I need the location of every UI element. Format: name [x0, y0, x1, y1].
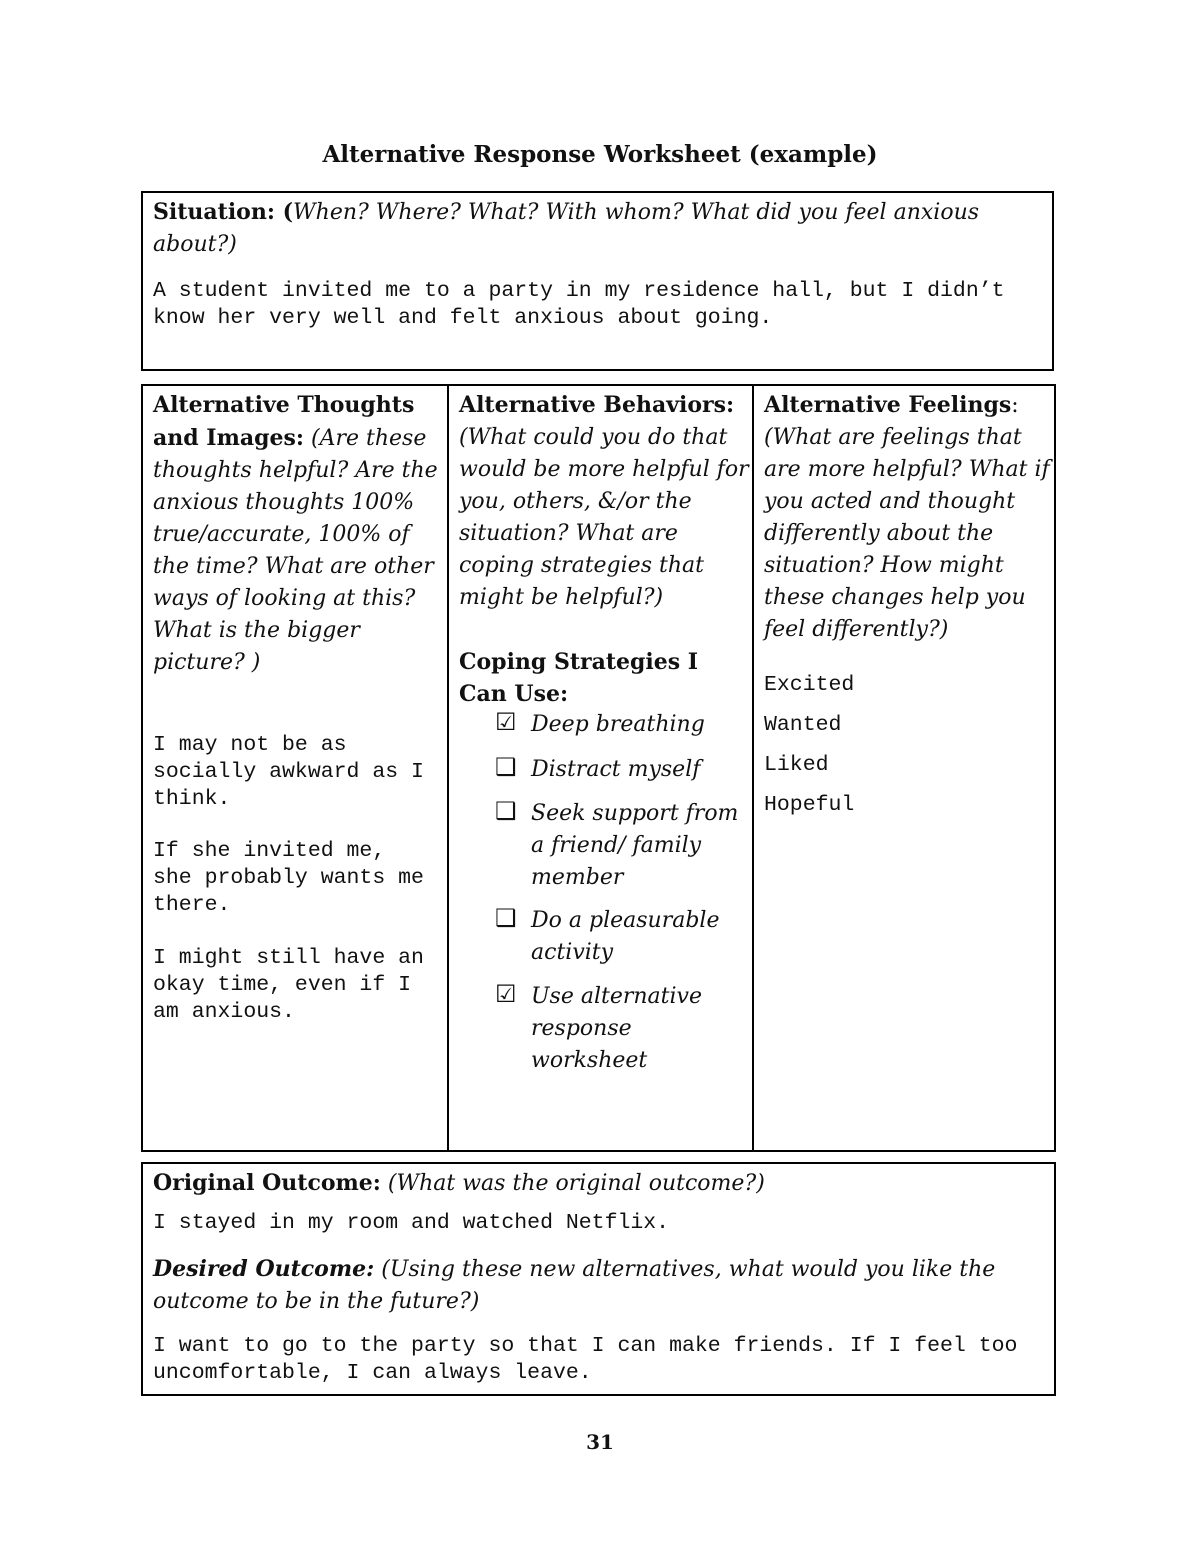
situation-open-paren: ( [274, 199, 294, 225]
situation-label: Situation: [153, 199, 275, 225]
feelings-label: Alternative Feelings [764, 392, 1012, 418]
behaviors-heading [459, 389, 749, 614]
thoughts-response-2: If she invited me, she probably wants me there. [153, 839, 437, 917]
behaviors-prompt: (What could you do that would be more helpful for you, others, &/or the situation? What are coping strategies that might be helpful?) [459, 425, 749, 610]
page-number: 31 [586, 1430, 614, 1454]
feelings-colon: : [1011, 393, 1019, 418]
situation-box [141, 191, 1054, 371]
desired-outcome-heading [153, 1253, 1033, 1318]
strategy-pleasurable-activity: Do a pleasurable activity [531, 908, 720, 965]
feeling-item: Hopeful [764, 793, 855, 817]
situation-heading [153, 196, 1033, 261]
thoughts-label: Alternative Thoughts and Images: [153, 392, 415, 451]
coping-strategies-label: Coping Strategies I Can Use: [459, 649, 699, 707]
page-title: Alternative Response Worksheet (example) [322, 141, 878, 168]
original-outcome-prompt: (What was the original outcome?) [380, 1171, 765, 1196]
strategy-distract-myself: Distract myself [531, 757, 701, 782]
feelings-cell [752, 386, 1054, 1150]
original-outcome-label: Original Outcome: [153, 1170, 381, 1196]
original-outcome-heading [153, 1167, 1043, 1200]
alternatives-table [141, 384, 1056, 1152]
desired-outcome-prompt: (Using these new alternatives, what would you like the outcome to be in the future?) [153, 1257, 996, 1314]
checkbox-pleasurable-activity[interactable]: ❑ [495, 904, 517, 932]
behaviors-cell [447, 386, 752, 1150]
thoughts-response-3: I might still have an okay time, even if I am anxious. [153, 946, 437, 1024]
checkbox-seek-support[interactable]: ❑ [495, 797, 517, 825]
desired-outcome-label: Desired Outcome: [153, 1256, 375, 1282]
feelings-heading [764, 389, 1050, 646]
strategy-deep-breathing: Deep breathing [531, 712, 705, 737]
situation-response: A student invited me to a party in my residence hall, but I didn’t know her very well and felt anxious about going. [153, 279, 1018, 330]
checkbox-alternative-worksheet[interactable]: ☑ [495, 980, 517, 1008]
thoughts-cell [143, 386, 447, 1150]
feeling-item: Wanted [764, 713, 842, 737]
outcome-box [141, 1162, 1056, 1396]
feelings-prompt: (What are feelings that are more helpful? What if you acted and thought differently about the situation? How might these changes help you feel differently?) [764, 425, 1050, 642]
situation-prompt: When? Where? What? With whom? What did you feel anxious about?) [153, 200, 980, 257]
strategy-alternative-worksheet: Use alternative response worksheet [531, 984, 702, 1073]
feeling-item: Excited [764, 673, 855, 697]
thoughts-heading [153, 389, 439, 679]
thoughts-response-1: I may not be as socially awkward as I think. [153, 733, 437, 811]
checkbox-deep-breathing[interactable]: ☑ [495, 708, 517, 736]
strategy-seek-support: Seek support from a friend/ family member [531, 801, 739, 890]
feeling-item: Liked [764, 753, 829, 777]
desired-outcome-response: I want to go to the party so that I can make friends. If I feel too uncomfortable, I can always leave. [153, 1334, 1031, 1385]
original-outcome-response: I stayed in my room and watched Netflix. [153, 1211, 670, 1235]
thoughts-prompt: (Are these thoughts helpful? Are the anxious thoughts 100% true/accurate, 100% of the time? What are other ways of looking at this? What is the bigger picture? ) [153, 426, 438, 675]
behaviors-label: Alternative Behaviors: [459, 392, 735, 418]
checkbox-distract-myself[interactable]: ❑ [495, 753, 517, 781]
